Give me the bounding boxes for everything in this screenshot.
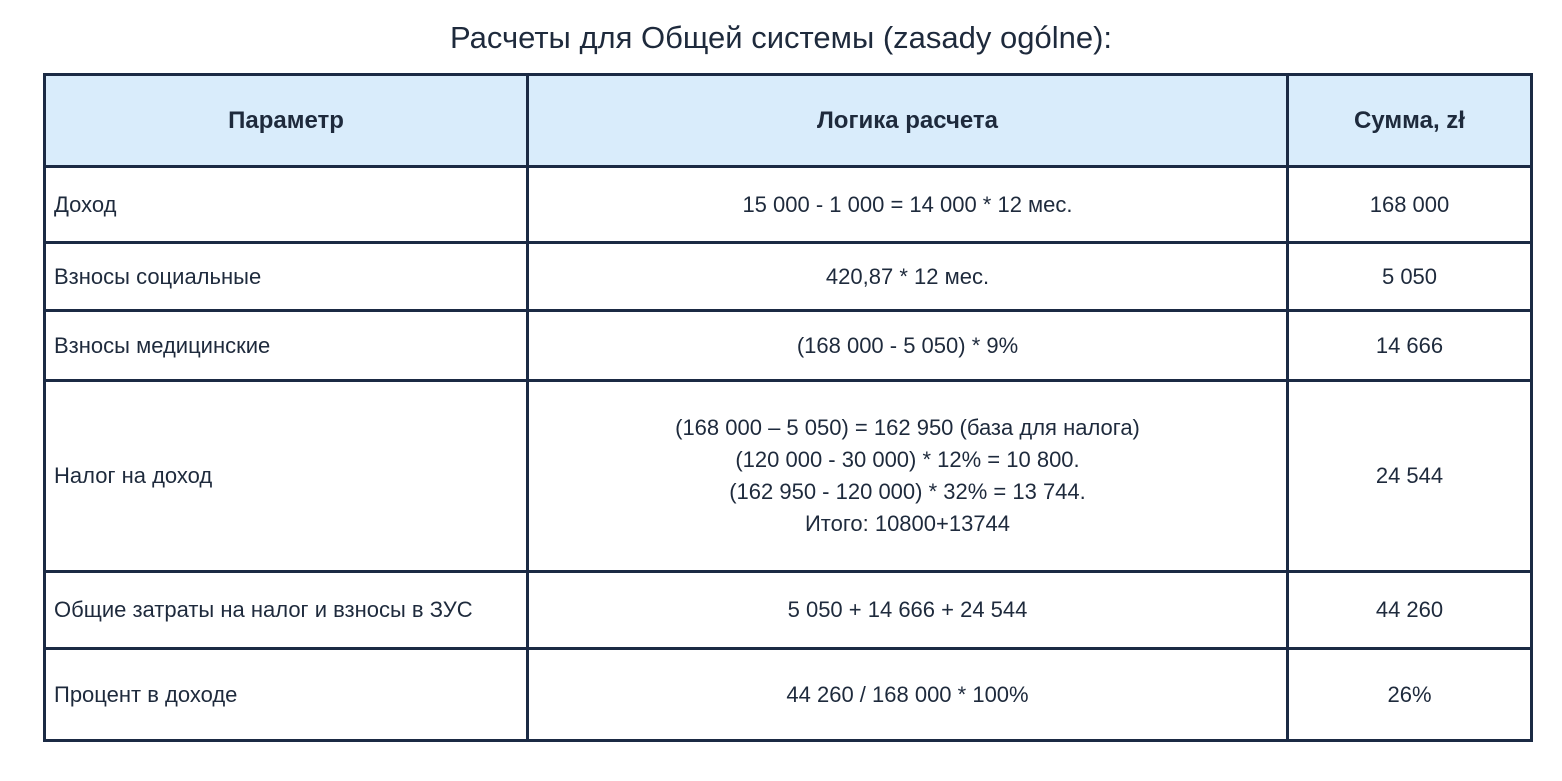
logic-line: (168 000 - 5 050) * 9% <box>796 332 1019 358</box>
row-parameter: Доход <box>45 167 528 243</box>
row-logic <box>528 572 1288 649</box>
row-amount: 5 050 <box>1288 243 1532 311</box>
calculation-table <box>43 73 1533 742</box>
logic-line: 420,87 * 12 мес. <box>825 263 990 289</box>
row-parameter: Общие затраты на налог и взносы в ЗУС <box>45 572 528 649</box>
logic-line: (120 000 - 30 000) * 12% = 10 800. <box>735 447 1080 472</box>
table-row <box>45 572 1532 649</box>
header-calculation-logic: Логика расчета <box>528 75 1288 167</box>
table-row <box>45 649 1532 741</box>
row-parameter: Взносы социальные <box>45 243 528 311</box>
row-logic <box>528 381 1288 572</box>
logic-line: (162 950 - 120 000) * 32% = 13 744. <box>729 479 1086 504</box>
row-amount: 168 000 <box>1288 167 1532 243</box>
row-logic <box>528 311 1288 381</box>
row-logic <box>528 649 1288 741</box>
logic-line: Итого: 10800+13744 <box>804 511 1011 536</box>
row-amount: 26% <box>1288 649 1532 741</box>
table-row <box>45 167 1532 243</box>
row-parameter: Взносы медицинские <box>45 311 528 381</box>
row-logic <box>528 243 1288 311</box>
logic-line: (168 000 – 5 050) = 162 950 (база для налога) <box>675 415 1140 440</box>
table-row <box>45 243 1532 311</box>
page-title: Расчеты для Общей системы (zasady ogólne): <box>449 20 1113 55</box>
row-amount: 14 666 <box>1288 311 1532 381</box>
row-logic <box>528 167 1288 243</box>
header-parameter: Параметр <box>45 75 528 167</box>
row-parameter: Налог на доход <box>45 381 528 572</box>
header-amount: Сумма, zł <box>1288 75 1532 167</box>
table-row <box>45 381 1532 572</box>
table-header-row <box>45 75 1532 167</box>
table-row <box>45 311 1532 381</box>
row-amount: 24 544 <box>1288 381 1532 572</box>
logic-line: 5 050 + 14 666 + 24 544 <box>787 597 1028 622</box>
logic-line: 15 000 - 1 000 = 14 000 * 12 мес. <box>742 191 1073 217</box>
logic-line: 44 260 / 168 000 * 100% <box>786 681 1029 707</box>
row-parameter: Процент в доходе <box>45 649 528 741</box>
row-amount: 44 260 <box>1288 572 1532 649</box>
